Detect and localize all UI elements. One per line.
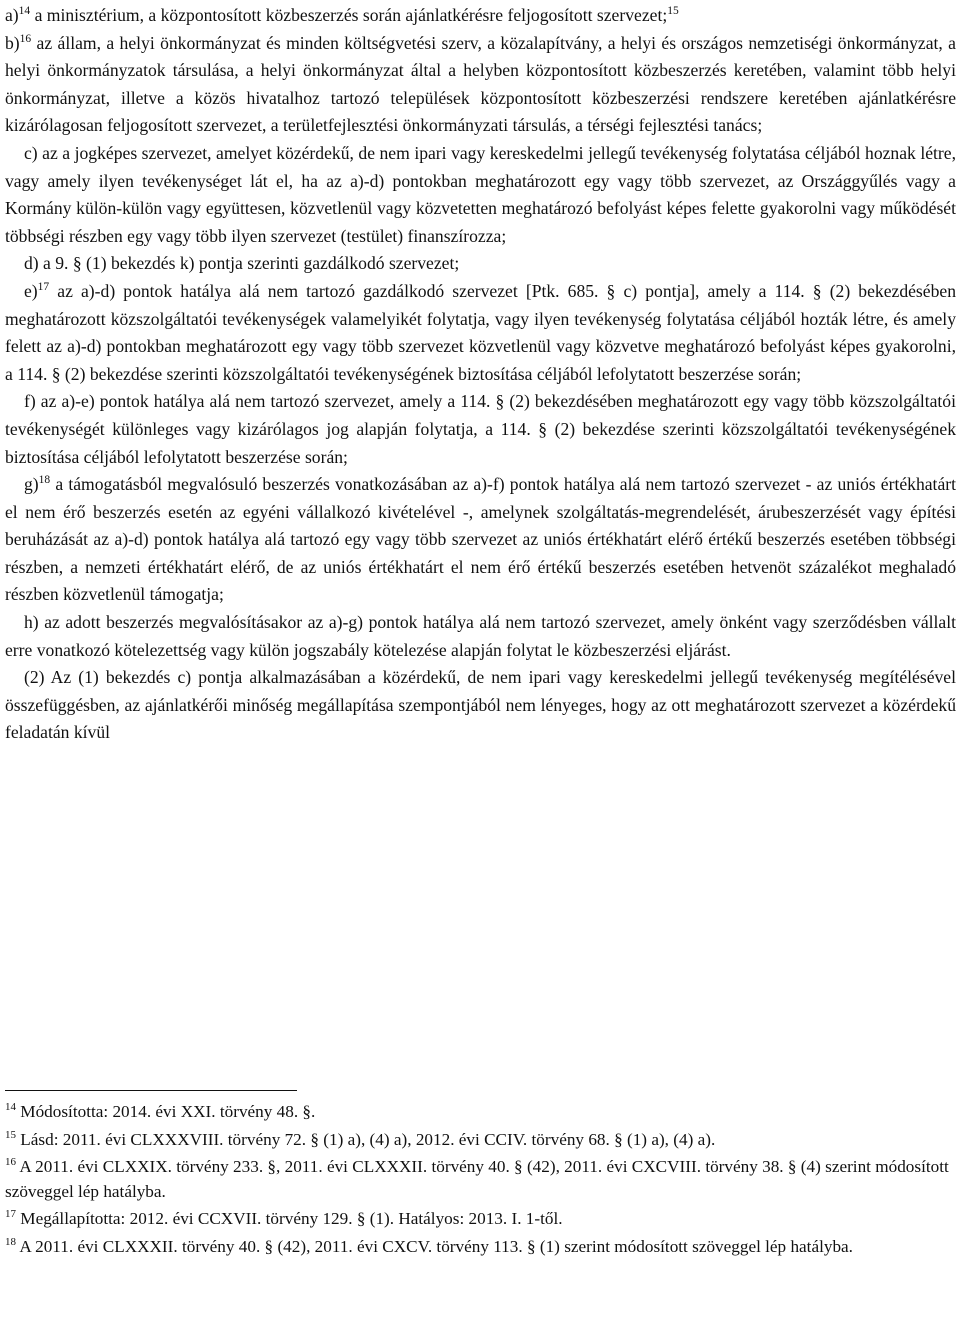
footnote-text: A 2011. évi CLXXIX. törvény 233. §, 2011. évi CLXXXII. törvény 40. § (42), 2011. évi CXCVIII. törvény 38. § (4) szerint módosított szöveggel lép hatályba. xyxy=(5,1157,949,1201)
footnote-number: 17 xyxy=(5,1208,16,1220)
document-page xyxy=(0,2,960,1329)
footnote-ref-16[interactable]: 16 xyxy=(19,32,32,45)
paragraph-c: c) az a jogképes szervezet, amelyet közérdekű, de nem ipari vagy kereskedelmi jellegű tevékenység folytatása céljából hoznak létre, vagy amely ilyen tevékenységet lát el, ha az a)-d) pontokban meghatározott egy vagy több szervezet, az Országgyűlés vagy a Kormány külön-külön vagy együttesen, közvetlenül vagy közvetetten meghatározó befolyást képes felette gyakorolni vagy működését többségi részben egy vagy több ilyen szervezet (testület) finanszírozza; xyxy=(5,142,956,246)
footnote-16 xyxy=(5,1155,952,1204)
paragraph-b xyxy=(5,30,956,140)
paragraph-g-text: a támogatásból megvalósuló beszerzés vonatkozásában az a)-f) pontok hatálya alá nem tartozó szervezet - az uniós értékhatárt el nem érő beszerzés esetén az egyéni vállalkozó kivételével -, amelynek szolgáltatás-megrendelését, árubeszerzését vagy építési beruházását az a)-d) pontok hatálya alá tartozó egy vagy több szervezet az uniós értékhatárt elérő értékű beszerzés esetében többségi részben, a nemzeti értékhatárt elérő, de az uniós értékhatárt el nem érő értékű beszerzés esetében hetvenöt százalékot meghaladó részben közvetlenül támogatja; xyxy=(5,474,956,605)
footnote-ref-14[interactable]: 14 xyxy=(18,5,31,17)
item-label-e: e) xyxy=(24,280,38,301)
paragraph-a-text: a minisztérium, a központosított közbeszerzés során ajánlatkérésre feljogosított szervezet; xyxy=(30,5,668,25)
footnote-ref-15[interactable]: 15 xyxy=(667,5,679,17)
paragraph-d: d) a 9. § (1) bekezdés k) pontja szerinti gazdálkodó szervezet; xyxy=(24,253,460,274)
footnote-divider xyxy=(5,1090,297,1091)
footnote-15 xyxy=(5,1128,952,1153)
footnote-text: Lásd: 2011. évi CLXXXVIII. törvény 72. § (1) a), (4) a), 2012. évi CCIV. törvény 68. § (1) a), (4) a). xyxy=(16,1129,716,1149)
footnote-18 xyxy=(5,1235,952,1260)
item-label-g: g) xyxy=(24,474,39,495)
footnote-17 xyxy=(5,1207,952,1232)
item-label-a: a) xyxy=(5,5,19,25)
footnote-number: 16 xyxy=(5,1156,16,1168)
paragraph-2: (2) Az (1) bekezdés c) pontja alkalmazásában a közérdekű, de nem ipari vagy kereskedelmi jellegű tevékenység megítélésével összefüggésben, az ajánlatkérői minőség megállapítása szempontjából nem lényeges, hogy az ott meghatározott szervezet a közérdekű feladatán kívül xyxy=(5,667,956,743)
paragraph-e-text: az a)-d) pontok hatálya alá nem tartozó gazdálkodó szervezet [Ptk. 685. § c) pontja], amely a 114. § (2) bekezdésében meghatározott közszolgáltatói tevékenységek valamelyikét folytatja, vagy ilyen tevékenység folytatása céljából hozták létre, és amely felett az a)-d) pontokban meghatározott egy vagy több szervezet közvetlenül vagy közvetve meghatározó befolyást képes gyakorolni, a 114. § (2) bekezdése szerinti közszolgáltatói tevékenységének biztosítása céljából lefolytatott beszerzése során; xyxy=(5,280,956,384)
paragraph-h: h) az adott beszerzés megvalósításakor az a)-g) pontok hatálya alá nem tartozó szervezet, amely önként vagy szerződésben vállalt erre vonatkozó kötelezettség vagy külön jogszabály kötelezése alapján folytat le közbeszerzési eljárást. xyxy=(5,612,956,660)
paragraph-b-text: az állam, a helyi önkormányzat és minden költségvetési szerv, a közalapítvány, a helyi és országos nemzetiségi önkormányzat, a helyi önkormányzatok társulása, a helyi önkormányzat által a helyben központosított közbeszerzés keretében, valamint több helyi önkormányzat, illetve a közös hivatalhoz tartozó települések központosított közbeszerzési rendszere keretében ajánlatkérésre kizárólagosan feljogosított szervezet, a területfejlesztési önkormányzati társulás, a térségi fejlesztési tanács; xyxy=(5,32,956,136)
paragraph-a xyxy=(5,2,956,30)
footnote-text: Módosította: 2014. évi XXI. törvény 48. §. xyxy=(16,1102,316,1121)
item-label-b: b) xyxy=(5,32,20,53)
paragraph-f: f) az a)-e) pontok hatálya alá nem tartozó szervezet, amely a 114. § (2) bekezdésében meghatározott egy vagy több közszolgáltatói tevékenységét különleges vagy kizárólagos jog alapján folytatja, a 114. § (2) bekezdése szerinti közszolgáltatói tevékenységének biztosítása céljából lefolytatott beszerzése során; xyxy=(5,391,956,467)
footnote-number: 15 xyxy=(5,1128,16,1141)
paragraph-e xyxy=(5,278,956,388)
footnote-ref-18[interactable]: 18 xyxy=(38,474,51,487)
footnote-14 xyxy=(5,1100,952,1125)
footnote-number: 18 xyxy=(5,1235,16,1248)
footnote-ref-17[interactable]: 17 xyxy=(37,280,50,293)
paragraph-g xyxy=(5,471,956,609)
footnotes xyxy=(5,1100,952,1262)
footnote-text: A 2011. évi CLXXXII. törvény 40. § (42), 2011. évi CXCV. törvény 113. § (1) szerint módosított szöveggel lép hatályba. xyxy=(16,1236,853,1256)
footnote-text: Megállapította: 2012. évi CCXVII. törvény 129. § (1). Hatályos: 2013. I. 1-től. xyxy=(16,1209,563,1228)
footnote-number: 14 xyxy=(5,1101,16,1113)
body-text xyxy=(5,2,956,747)
